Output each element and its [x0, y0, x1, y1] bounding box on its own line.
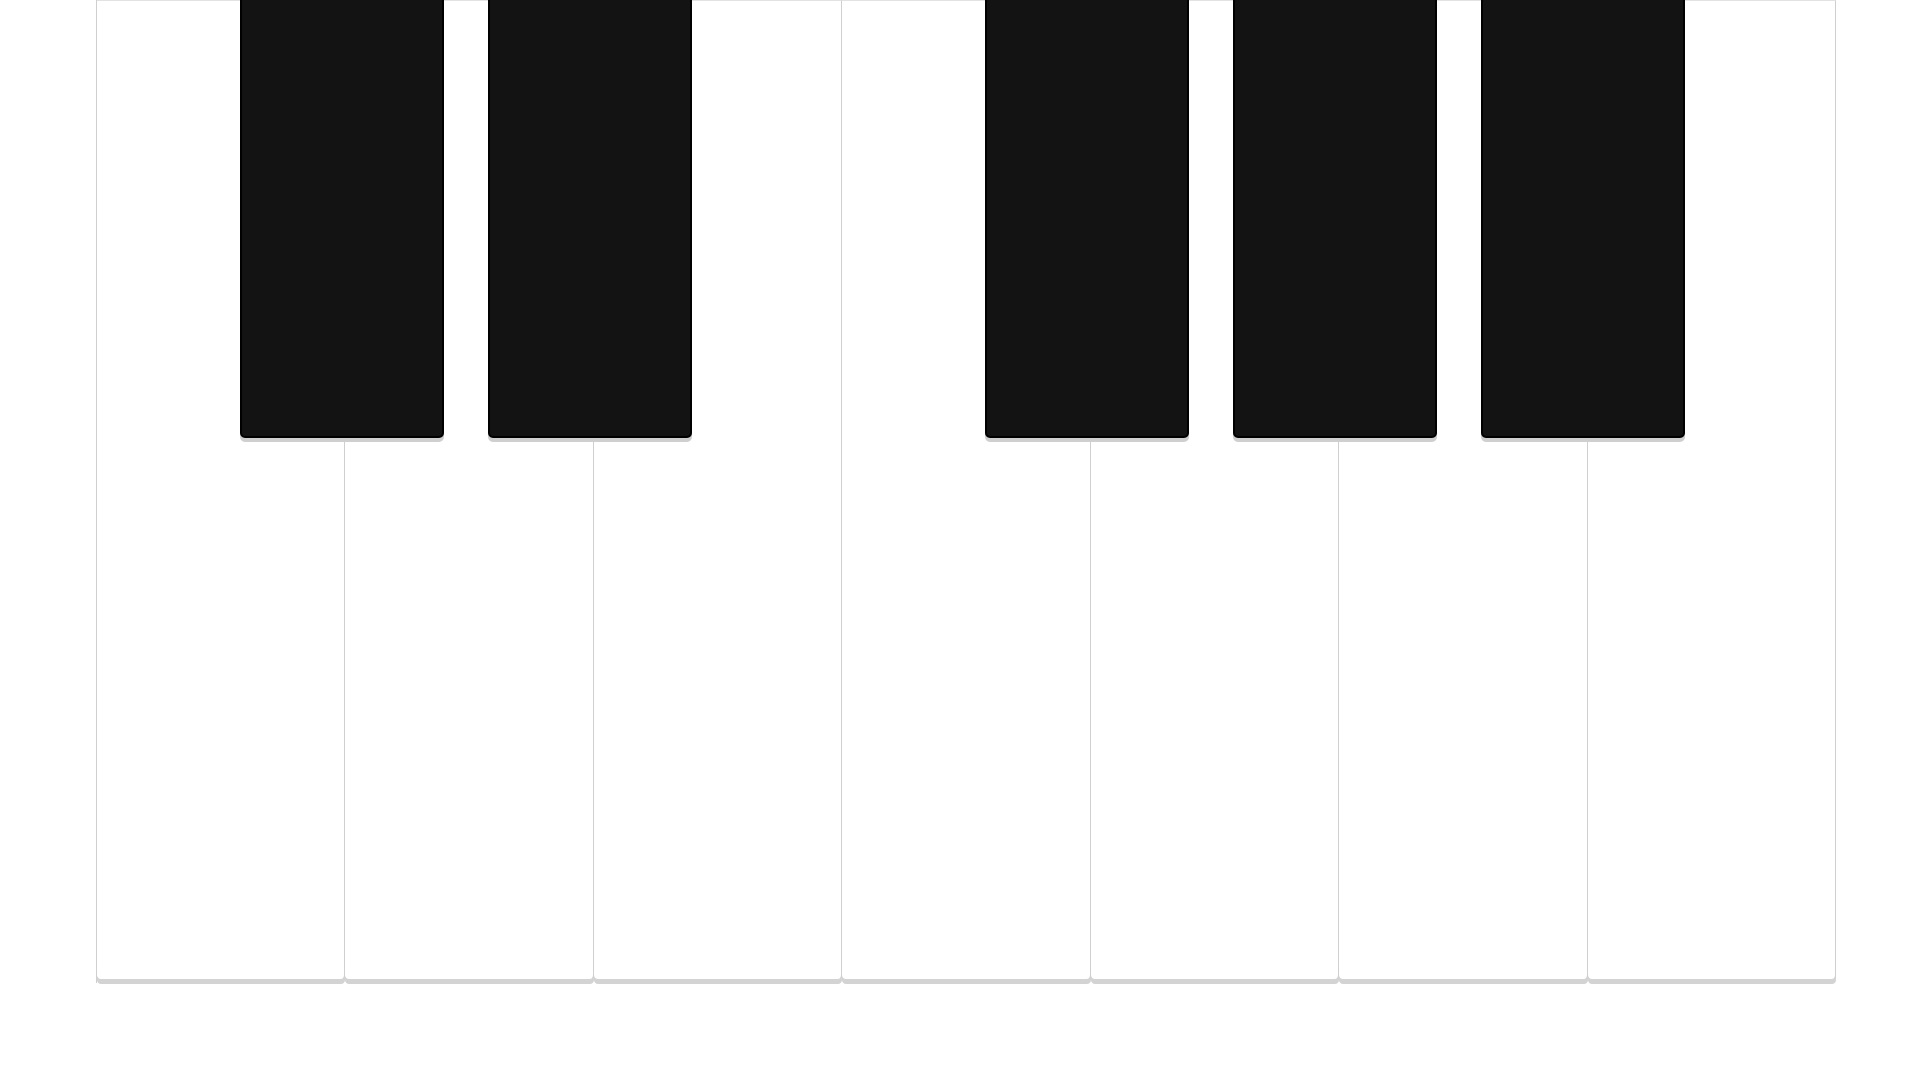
black-key-5[interactable] — [1481, 0, 1685, 438]
black-key-1[interactable] — [240, 0, 444, 438]
black-key-2[interactable] — [488, 0, 692, 438]
black-key-4[interactable] — [1233, 0, 1437, 438]
piano-keyboard — [96, 0, 1836, 983]
black-key-3[interactable] — [985, 0, 1189, 438]
